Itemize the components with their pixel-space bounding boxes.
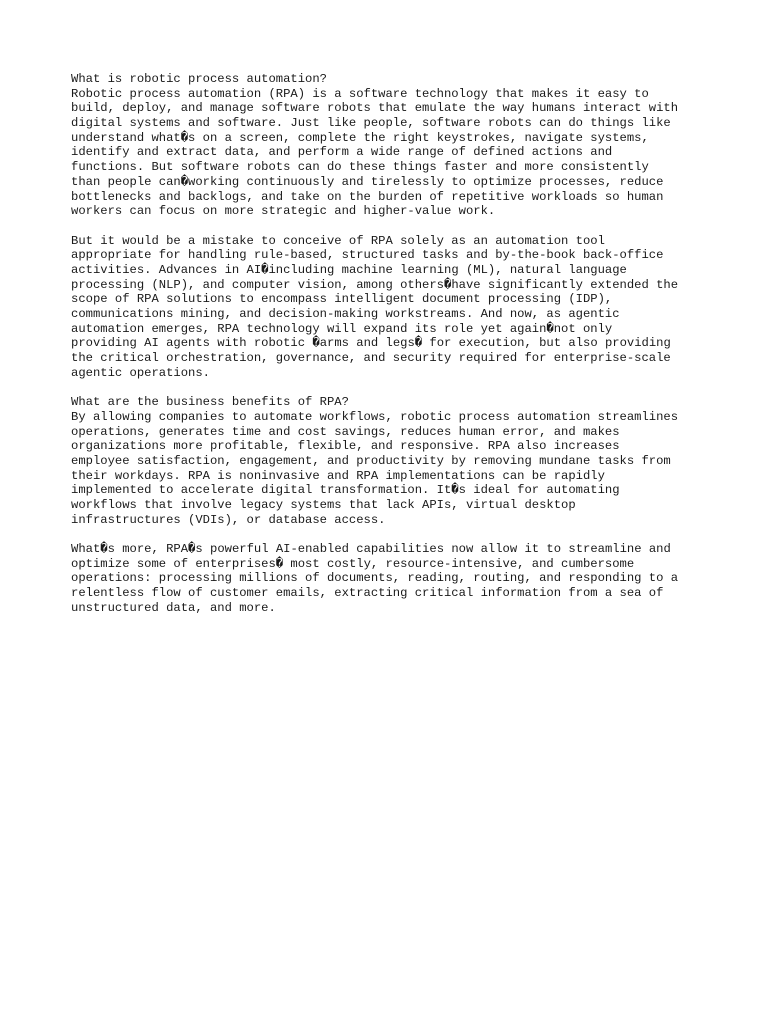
text-line: organizations more profitable, flexible, and responsive. RPA also increases: [71, 439, 620, 454]
text-line: providing AI agents with robotic �arms and legs� for execution, but also providing: [71, 336, 671, 351]
section-heading: What is robotic process automation?: [71, 72, 327, 86]
paragraph-spacer: [71, 380, 751, 395]
document-page: [71, 72, 751, 615]
paragraph: [71, 542, 751, 615]
text-line: operations, generates time and cost savings, reduces human error, and makes: [71, 424, 620, 439]
text-line: than people can�working continuously and tirelessly to optimize processes, reduce: [71, 174, 664, 189]
text-line: workflows that involve legacy systems that lack APIs, virtual desktop: [71, 497, 576, 512]
text-line: communications mining, and decision-making workstreams. And now, as agentic: [71, 307, 620, 321]
text-line: infrastructures (VDIs), or database access.: [71, 512, 386, 527]
text-line: By allowing companies to automate workflows, robotic process automation streamlines: [71, 409, 679, 424]
text-line: scope of RPA solutions to encompass intelligent document processing (IDP),: [71, 292, 613, 307]
paragraph-spacer: [71, 527, 751, 542]
text-line: understand what�s on a screen, complete the right keystrokes, navigate systems,: [71, 130, 649, 145]
section-heading: What are the business benefits of RPA?: [71, 395, 349, 410]
text-line: functions. But software robots can do these things faster and more consistently: [71, 160, 649, 175]
text-line: implemented to accelerate digital transformation. It�s ideal for automating: [71, 483, 620, 498]
paragraph: [71, 87, 751, 219]
text-line: digital systems and software. Just like people, software robots can do things like: [71, 116, 671, 131]
text-line: identify and extract data, and perform a wide range of defined actions and: [71, 145, 613, 160]
text-line: activities. Advances in AI�including machine learning (ML), natural language: [71, 262, 627, 277]
text-line: their workdays. RPA is noninvasive and RPA implementations can be rapidly: [71, 468, 605, 483]
text-line: workers can focus on more strategic and higher-value work.: [71, 204, 496, 219]
text-line: Robotic process automation (RPA) is a software technology that makes it easy to: [71, 86, 649, 101]
text-line: agentic operations.: [71, 365, 210, 380]
text-line: optimize some of enterprises� most costly, resource-intensive, and cumbersome: [71, 556, 635, 571]
text-line: build, deploy, and manage software robots that emulate the way humans interact with: [71, 101, 679, 116]
text-line: processing (NLP), and computer vision, among others�have significantly extended the: [71, 277, 679, 292]
text-line: unstructured data, and more.: [71, 600, 276, 615]
text-line: But it would be a mistake to conceive of RPA solely as an automation tool: [71, 233, 605, 248]
paragraph: [71, 234, 751, 381]
paragraph: [71, 410, 751, 528]
text-line: automation emerges, RPA technology will expand its role yet again�not only: [71, 321, 613, 336]
text-line: the critical orchestration, governance, and security required for enterprise-scale: [71, 351, 671, 366]
text-line: relentless flow of customer emails, extracting critical information from a sea of: [71, 586, 664, 601]
text-line: What�s more, RPA�s powerful AI-enabled capabilities now allow it to streamline and: [71, 542, 671, 556]
text-line: appropriate for handling rule-based, structured tasks and by-the-book back-office: [71, 248, 664, 263]
text-line: bottlenecks and backlogs, and take on the burden of repetitive workloads so human: [71, 189, 664, 204]
text-line: operations: processing millions of documents, reading, routing, and responding to a: [71, 571, 679, 586]
text-line: employee satisfaction, engagement, and productivity by removing mundane tasks from: [71, 453, 671, 468]
paragraph-spacer: [71, 219, 751, 234]
